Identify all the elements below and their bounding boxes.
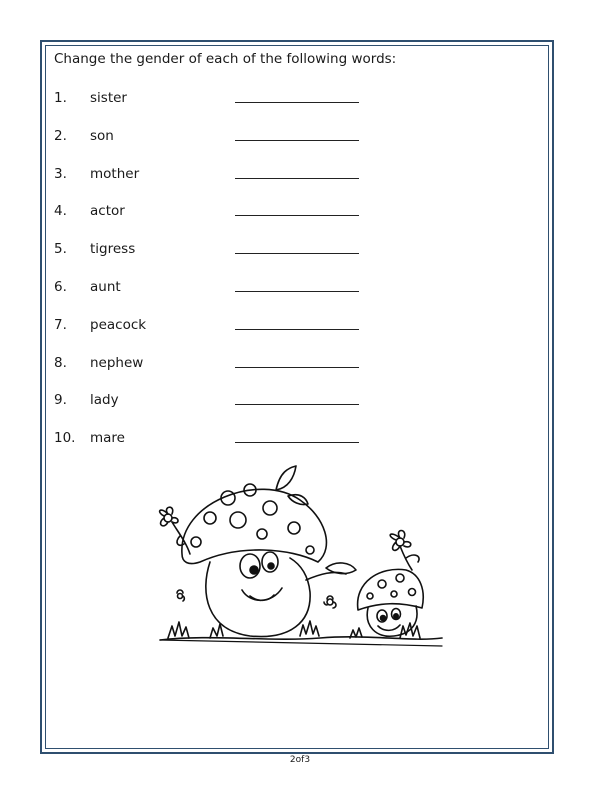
item-number: 7. xyxy=(54,316,67,333)
list-item xyxy=(54,390,374,428)
list-item xyxy=(54,428,374,466)
item-word: nephew xyxy=(90,354,144,371)
item-word: mother xyxy=(90,165,140,182)
item-word: sister xyxy=(90,90,127,106)
item-word: aunt xyxy=(90,278,121,295)
word-list xyxy=(54,88,374,466)
page-number: 2of3 xyxy=(289,755,311,765)
item-word: actor xyxy=(90,203,125,220)
list-item xyxy=(54,315,374,353)
answer-blank[interactable] xyxy=(235,329,359,330)
item-word: son xyxy=(90,127,114,144)
item-word: tigress xyxy=(90,241,136,258)
answer-blank[interactable] xyxy=(235,140,359,141)
list-item xyxy=(54,201,374,239)
instruction-text: Change the gender of each of the following words: xyxy=(54,51,397,67)
answer-blank[interactable] xyxy=(235,253,359,254)
answer-blank[interactable] xyxy=(235,215,359,216)
list-item xyxy=(54,353,374,391)
item-word: mare xyxy=(90,430,125,447)
item-number: 4. xyxy=(54,203,67,220)
item-word: lady xyxy=(90,392,119,409)
item-number: 10. xyxy=(54,430,76,447)
item-number: 2. xyxy=(54,127,67,144)
list-item xyxy=(54,277,374,315)
list-item xyxy=(54,88,374,126)
list-item xyxy=(54,164,374,202)
item-word: peacock xyxy=(90,316,147,333)
answer-blank[interactable] xyxy=(235,367,359,368)
item-number: 1. xyxy=(54,90,67,106)
list-item xyxy=(54,239,374,277)
answer-blank[interactable] xyxy=(235,442,359,443)
answer-blank[interactable] xyxy=(235,102,359,103)
item-number: 9. xyxy=(54,392,67,409)
answer-blank[interactable] xyxy=(235,178,359,179)
list-item xyxy=(54,126,374,164)
item-number: 6. xyxy=(54,278,67,295)
mushroom-characters-icon xyxy=(150,462,450,662)
answer-blank[interactable] xyxy=(235,404,359,405)
answer-blank[interactable] xyxy=(235,291,359,292)
item-number: 8. xyxy=(54,354,67,371)
item-number: 3. xyxy=(54,165,67,182)
item-number: 5. xyxy=(54,241,67,258)
